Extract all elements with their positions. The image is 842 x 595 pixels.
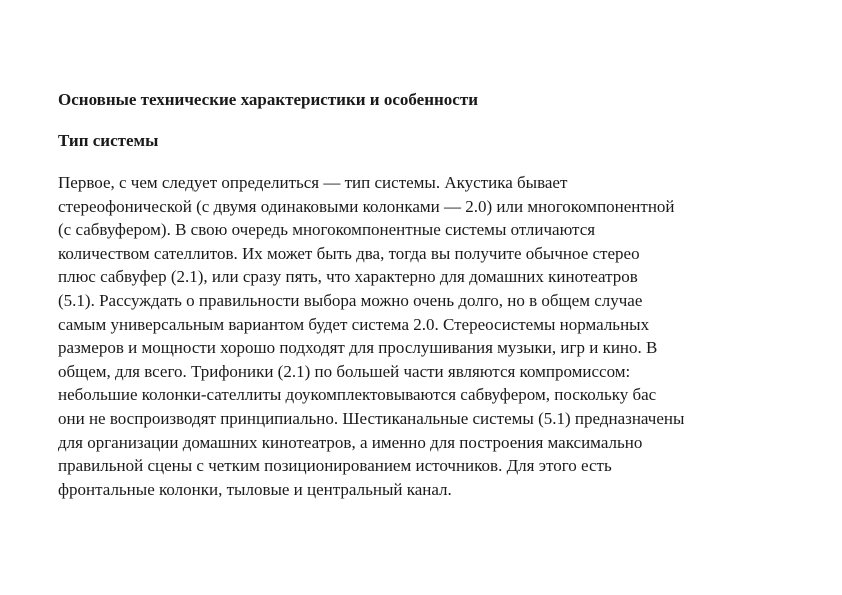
paragraph-line: общем, для всего. Трифоники (2.1) по большей части являются компромиссом:	[58, 361, 631, 381]
paragraph-line: (с сабвуфером). В свою очередь многокомпонентные системы отличаются	[58, 220, 596, 240]
paragraph-line: плюс сабвуфер (2.1), или сразу пять, что характерно для домашних кинотеатров	[58, 267, 638, 287]
paragraph-line: стереофонической (с двумя одинаковыми колонками — 2.0) или многокомпонентной	[58, 196, 675, 216]
subsection-title: Тип системы	[58, 131, 159, 150]
paragraph-line: небольшие колонки-сателлиты доукомплектовываются сабвуфером, поскольку бас	[58, 385, 657, 405]
paragraph-line: правильной сцены с четким позиционированием источников. Для этого есть	[58, 456, 612, 476]
paragraph-line: они не воспроизводят принципиально. Шестиканальные системы (5.1) предназначены	[58, 408, 685, 428]
paragraph-line: самым универсальным вариантом будет система 2.0. Стереосистемы нормальных	[58, 314, 650, 334]
body-paragraph	[58, 171, 818, 501]
paragraph-line: количеством сателлитов. Их может быть два, тогда вы получите обычное стерео	[58, 243, 640, 263]
paragraph-line: (5.1). Рассуждать о правильности выбора можно очень долго, но в общем случае	[58, 290, 643, 310]
section-title: Основные технические характеристики и особенности	[58, 90, 478, 109]
paragraph-line: размеров и мощности хорошо подходят для прослушивания музыки, игр и кино. В	[58, 338, 658, 358]
paragraph-line: для организации домашних кинотеатров, а именно для построения максимально	[58, 432, 643, 452]
paragraph-line: фронтальные колонки, тыловые и центральный канал.	[58, 479, 452, 499]
paragraph-line: Первое, с чем следует определиться — тип системы. Акустика бывает	[58, 173, 568, 192]
